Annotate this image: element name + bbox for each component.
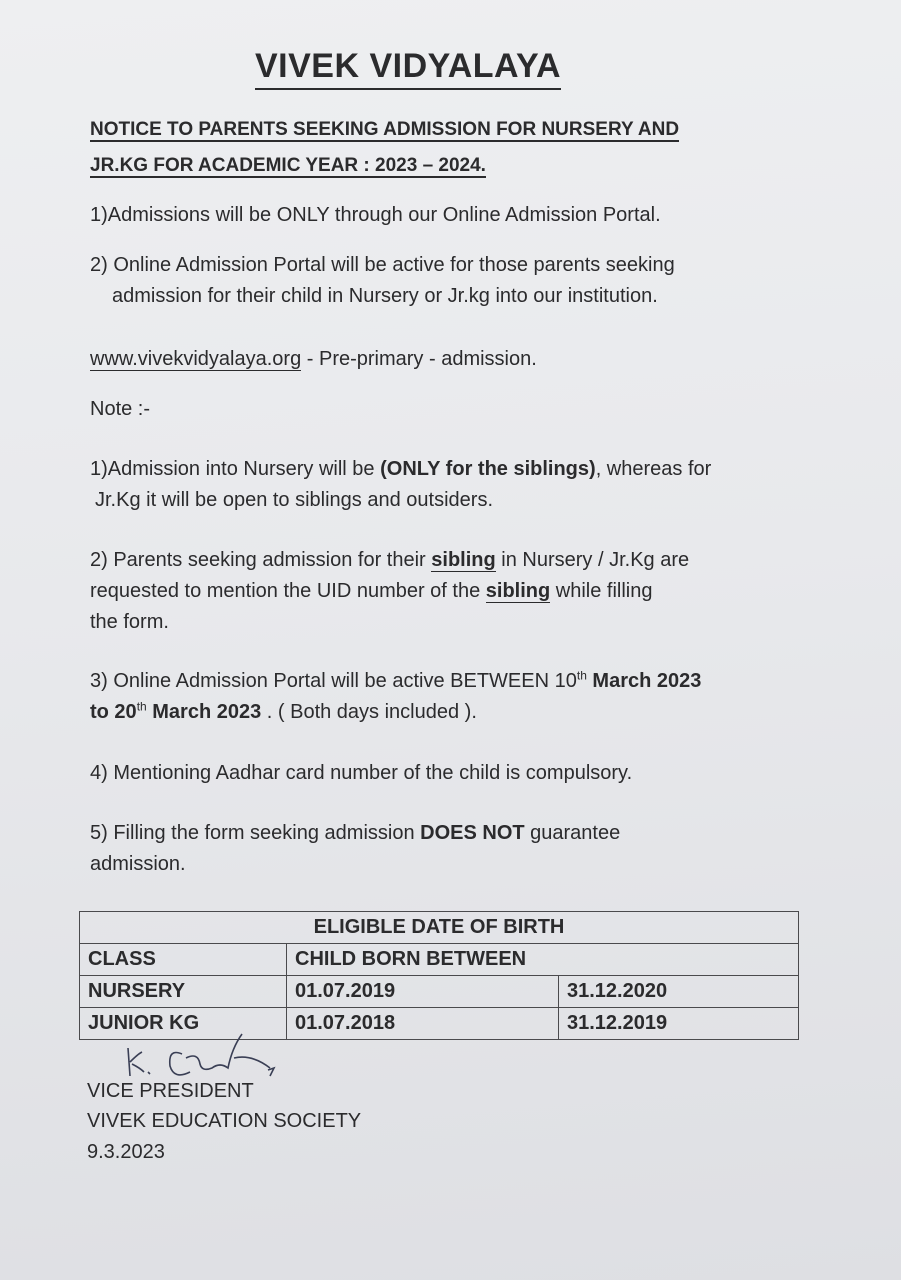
table-title: ELIGIBLE DATE OF BIRTH [80, 912, 799, 944]
website-link[interactable]: www.vivekvidyalaya.org [90, 348, 302, 370]
school-title: VIVEK VIDYALAYA [255, 46, 561, 90]
website-line: www.vivekvidyalaya.org - Pre-primary - admission. [90, 348, 537, 370]
note-5: 5) Filling the form seeking admission DOES NOT guarantee admission. [90, 822, 621, 875]
table-header-row [80, 944, 799, 976]
note-4: 4) Mentioning Aadhar card number of the child is compulsory. [90, 762, 633, 784]
note-label: Note :- [90, 398, 151, 420]
intro-point-1: 1)Admissions will be ONLY through our Online Admission Portal. [90, 204, 661, 226]
note-3: 3) Online Admission Portal will be active BETWEEN 10th March 2023 to 20th March 2023 . ( Both days included ). [90, 668, 702, 723]
notice-heading-line-1: NOTICE TO PARENTS SEEKING ADMISSION FOR NURSERY AND [90, 119, 680, 140]
table-row: NURSERY 01.07.2019 31.12.2020 [80, 976, 799, 1008]
eligible-dob-table [79, 911, 799, 1040]
col-class-header: CLASS [80, 944, 287, 976]
col-between-header: CHILD BORN BETWEEN [287, 944, 799, 976]
signatory-designation: VICE PRESIDENT [87, 1080, 254, 1102]
notice-heading-line-2: JR.KG FOR ACADEMIC YEAR : 2023 – 2024. [90, 155, 486, 176]
note-2: 2) Parents seeking admission for their sibling in Nursery / Jr.Kg are requested to mention the UID number of the sibling while filling the form. [90, 549, 690, 633]
intro-point-2: 2) Online Admission Portal will be active for those parents seeking admission for their child in Nursery or Jr.kg into our institution. [90, 254, 675, 307]
signatory-organization: VIVEK EDUCATION SOCIETY [87, 1110, 362, 1132]
notice-date: 9.3.2023 [87, 1141, 165, 1163]
table-title-row [80, 912, 799, 944]
note-1: 1)Admission into Nursery will be (ONLY for the siblings), whereas for Jr.Kg it will be open to siblings and outsiders. [90, 458, 712, 511]
table-row: JUNIOR KG 01.07.2018 31.12.2019 [80, 1008, 799, 1040]
